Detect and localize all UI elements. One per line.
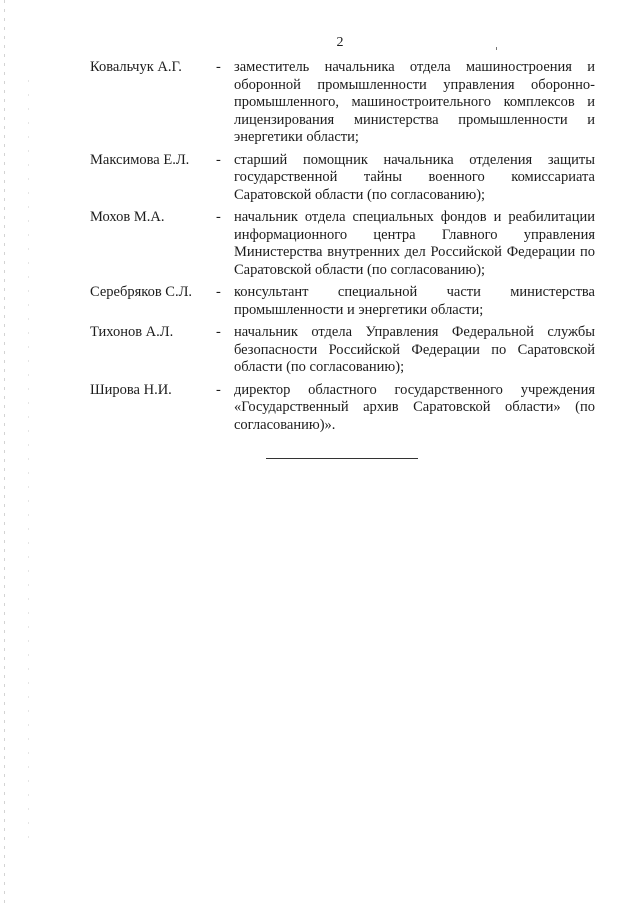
member-name: Максимова Е.Л.	[90, 151, 190, 168]
dash-separator: -	[216, 324, 221, 340]
scan-edge-artifact-inner	[28, 80, 29, 840]
list-item	[90, 324, 595, 377]
member-position: заместитель начальника отдела машиностроения и оборонной промышленности управления оборонно-промышленного, машиностроительного комплексов и лицензирования министерства промышленности и энергетики области;	[234, 59, 595, 145]
dash-separator: -	[216, 284, 221, 300]
dash-separator: -	[216, 209, 221, 225]
page-number: 2	[336, 35, 344, 50]
member-name: Серебряков С.Л.	[90, 284, 193, 300]
member-name: Мохов М.А.	[90, 209, 165, 225]
member-position: консультант специальной части министерства промышленности и энергетики области;	[234, 284, 595, 318]
member-name: Широва Н.И.	[90, 381, 172, 398]
member-position: начальник отдела специальных фондов и реабилитации информационного центра Главного управления Министерства внутренних дел Российской Федерации по Саратовской области (по согласованию);	[234, 209, 595, 278]
dash-separator: -	[216, 381, 221, 398]
member-position: начальник отдела Управления Федеральной службы безопасности Российской Федерации по Саратовской области (по согласованию);	[234, 324, 595, 375]
member-name: Ковальчук А.Г.	[90, 59, 182, 75]
member-position: старший помощник начальника отделения защиты государственной тайны военного комиссариата Саратовской области (по согласованию);	[234, 151, 595, 203]
list-item	[90, 59, 595, 147]
members-list	[90, 59, 595, 439]
scan-edge-artifact	[4, 0, 5, 905]
list-item	[90, 152, 595, 205]
member-name: Тихонов А.Л.	[90, 324, 174, 340]
end-of-list-rule	[266, 458, 418, 459]
dash-separator: -	[216, 59, 221, 75]
list-item	[90, 382, 595, 435]
member-position: директор областного государственного учреждения «Государственный архив Саратовской области» (по согласованию)».	[234, 381, 595, 433]
list-item	[90, 284, 595, 319]
list-item	[90, 209, 595, 279]
scan-speck	[496, 47, 497, 50]
dash-separator: -	[216, 151, 221, 168]
